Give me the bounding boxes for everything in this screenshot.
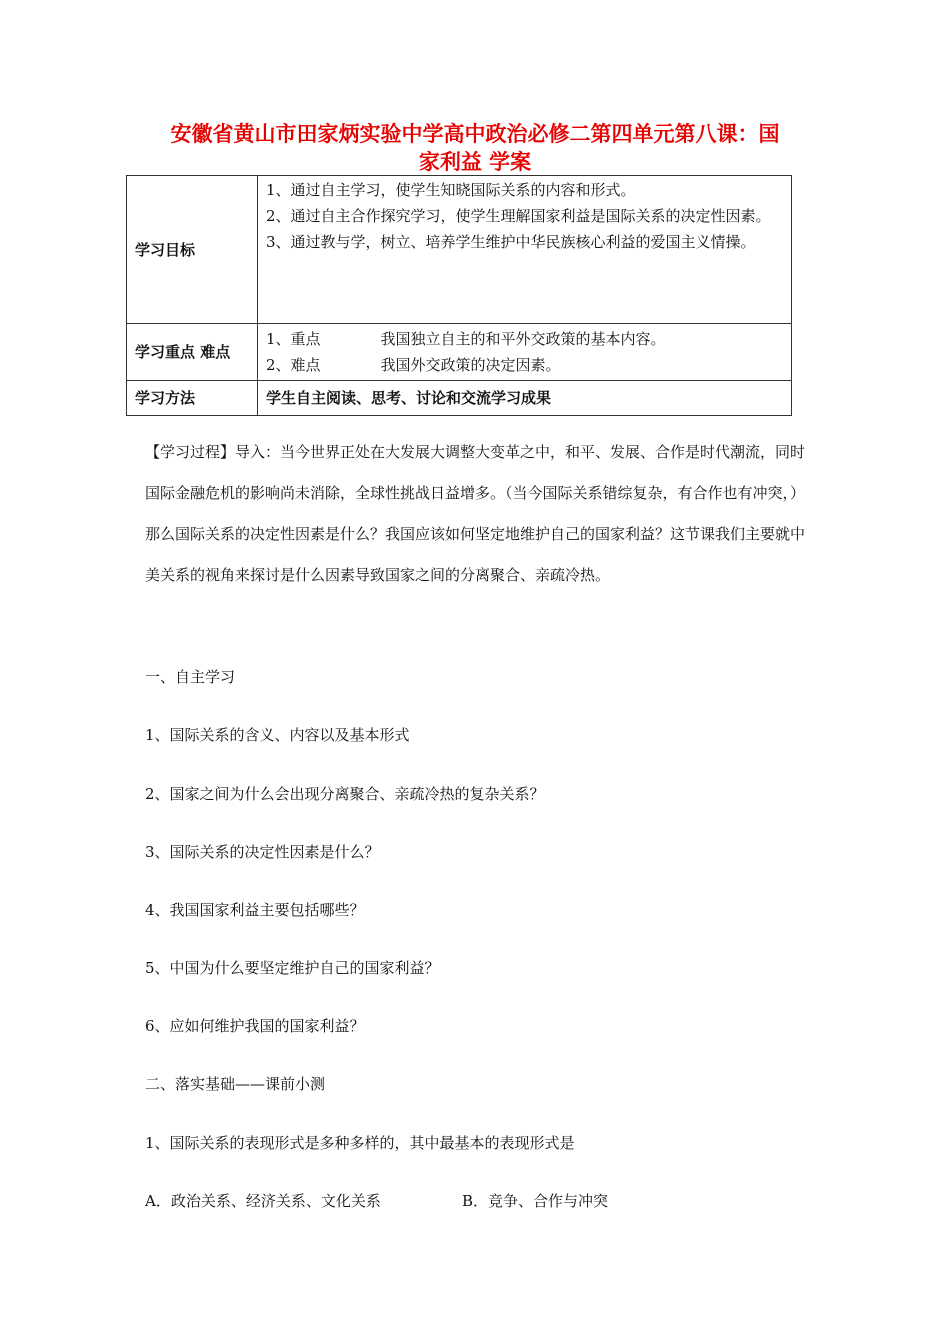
title-line-2: 家利益 学案 [418, 150, 532, 174]
goal-item: 3、通过教与学，树立、培养学生维护中华民族核心利益的爱国主义情操。 [266, 233, 756, 251]
quiz-option-a: A．政治关系、经济关系、文化关系 [145, 1192, 381, 1210]
focus-item-2: 2、难点 我国外交政策的决定因素。 [266, 356, 561, 374]
document-title [120, 120, 830, 176]
focus-row [127, 324, 792, 381]
question-item: 5、中国为什么要坚定维护自己的国家利益？ [145, 959, 440, 977]
question-item: 4、我国国家利益主要包括哪些？ [145, 901, 365, 919]
intro-paragraph: 【学习过程】导入：当今世界正处在大发展大调整大变革之中，和平、发展、合作是时代潮流，同时国际金融危机的影响尚未消除，全球性挑战日益增多。（当今国际关系错综复杂，有合作也有冲突，）那么国际关系的决定性因素是什么？我国应该如何坚定地维护自己的国家利益？这节课我们主要就中美关系的视角来探讨是什么因素导致国家之间的分离聚合、亲疏冷热。 [145, 443, 806, 584]
section-1-title: 一、自主学习 [145, 668, 236, 686]
method-row [127, 381, 792, 416]
goals-row [127, 176, 792, 324]
goal-item: 1、通过自主学习，使学生知晓国际关系的内容和形式。 [266, 181, 636, 199]
goals-label: 学习目标 [127, 176, 258, 324]
method-label: 学习方法 [127, 381, 258, 416]
question-item: 2、国家之间为什么会出现分离聚合、亲疏冷热的复杂关系？ [145, 785, 545, 803]
section-2-title: 二、落实基础——课前小测 [145, 1075, 326, 1093]
focus-label: 学习重点 难点 [127, 324, 258, 381]
question-item: 6、应如何维护我国的国家利益？ [145, 1017, 365, 1035]
focus-content [258, 324, 792, 381]
goals-content [258, 176, 792, 324]
study-info-table [126, 175, 792, 416]
question-item: 1、国际关系的含义、内容以及基本形式 [145, 726, 410, 744]
quiz-option-b: B．竞争、合作与冲突 [462, 1192, 609, 1210]
goal-item: 2、通过自主合作探究学习，使学生理解国家利益是国际关系的决定性因素。 [266, 207, 771, 225]
quiz-question-1: 1、国际关系的表现形式是多种多样的，其中最基本的表现形式是 [145, 1134, 575, 1152]
focus-item-1: 1、重点 我国独立自主的和平外交政策的基本内容。 [266, 330, 666, 348]
method-content: 学生自主阅读、思考、讨论和交流学习成果 [258, 381, 792, 416]
title-line-1: 安徽省黄山市田家炳实验中学高中政治必修二第四单元第八课：国 [170, 122, 780, 146]
question-item: 3、国际关系的决定性因素是什么？ [145, 843, 380, 861]
